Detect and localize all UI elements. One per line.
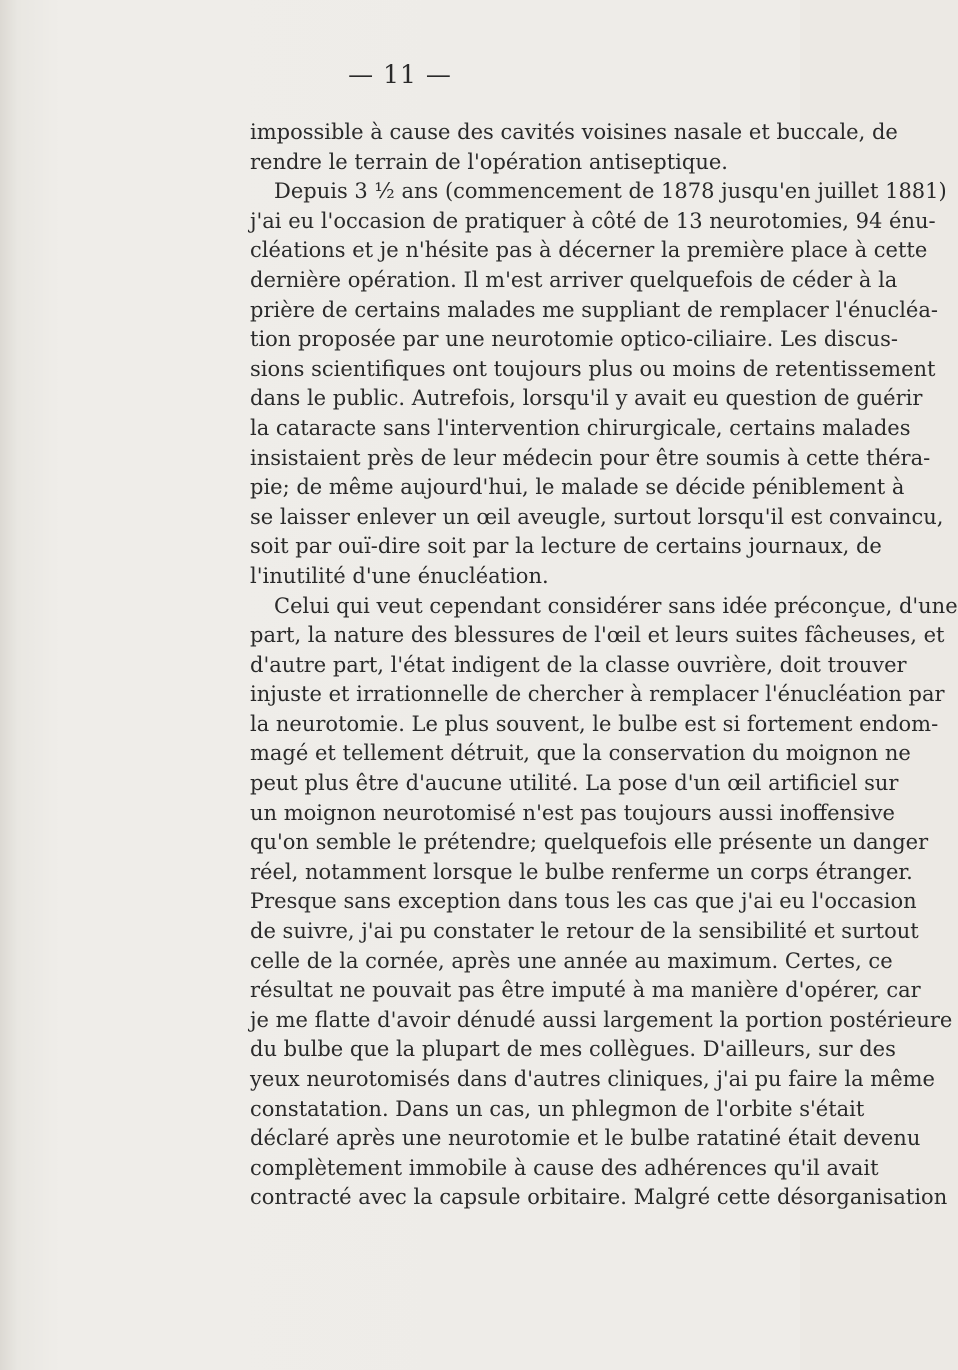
text-line: dans le public. Autrefois, lorsqu'il y avait eu question de guérir (250, 386, 923, 411)
text-line: peut plus être d'aucune utilité. La pose d'un œil artificiel sur (250, 771, 899, 796)
text-line: un moignon neurotomisé n'est pas toujours aussi inoffensive (250, 800, 895, 825)
text-line: réel, notamment lorsque le bulbe renferme un corps étranger. (250, 859, 913, 884)
text-line: j'ai eu l'occasion de pratiquer à côté de 13 neurotomies, 94 énu- (250, 208, 936, 233)
text-line: tion proposée par une neurotomie optico-ciliaire. Les discus- (250, 327, 898, 352)
text-line: sions scientifiques ont toujours plus ou moins de retentissement (250, 356, 936, 381)
text-line: se laisser enlever un œil aveugle, surtout lorsqu'il est convaincu, (250, 504, 944, 529)
text-line: soit par ouï-dire soit par la lecture de certains journaux, de (250, 534, 882, 559)
text-line: magé et tellement détruit, que la conservation du moignon ne (250, 741, 911, 766)
text-line: impossible à cause des cavités voisines nasale et buccale, de (250, 120, 898, 144)
text-line: de suivre, j'ai pu constater le retour de la sensibilité et surtout (250, 919, 919, 944)
text-line: Presque sans exception dans tous les cas que j'ai eu l'occasion (250, 889, 917, 914)
text-line: Depuis 3 ½ ans (commencement de 1878 jusqu'en juillet 1881) (274, 179, 947, 204)
text-line: complètement immobile à cause des adhérences qu'il avait (250, 1155, 879, 1180)
text-line: qu'on semble le prétendre; quelquefois elle présente un danger (250, 830, 929, 855)
text-line: insistaient près de leur médecin pour être soumis à cette théra- (250, 445, 931, 470)
text-line: la neurotomie. Le plus souvent, le bulbe est si fortement endom- (250, 711, 939, 736)
text-line: yeux neurotomisés dans d'autres cliniques, j'ai pu faire la même (250, 1067, 935, 1091)
text-line: constatation. Dans un cas, un phlegmon de l'orbite s'était (250, 1096, 865, 1121)
text-line: du bulbe que la plupart de mes collègues. D'ailleurs, sur des (250, 1037, 896, 1062)
text-line: je me flatte d'avoir dénudé aussi largement la portion postérieure (250, 1007, 953, 1032)
text-line: résultat ne pouvait pas être imputé à ma manière d'opérer, car (250, 978, 921, 1003)
text-line: celle de la cornée, après une année au maximum. Certes, ce (250, 948, 893, 973)
text-line: l'inutilité d'une énucléation. (250, 563, 549, 588)
text-line: injuste et irrationnelle de chercher à remplacer l'énucléation par (250, 682, 945, 707)
text-line: dernière opération. Il m'est arriver quelquefois de céder à la (250, 267, 898, 292)
text-line: Celui qui veut cependant considérer sans idée préconçue, d'une (274, 593, 958, 618)
text-line: d'autre part, l'état indigent de la classe ouvrière, doit trouver (250, 652, 907, 677)
body-text (250, 118, 958, 1213)
text-line: prière de certains malades me suppliant de remplacer l'énucléa- (250, 297, 938, 322)
text-line: déclaré après une neurotomie et le bulbe ratatiné était devenu (250, 1126, 921, 1151)
text-line: cléations et je n'hésite pas à décerner la première place à cette (250, 238, 928, 263)
text-line: la cataracte sans l'intervention chirurgicale, certains malades (250, 415, 911, 440)
text-line: contracté avec la capsule orbitaire. Malgré cette désorganisation (250, 1185, 948, 1210)
text-line: part, la nature des blessures de l'œil et leurs suites fâcheuses, et (250, 623, 945, 648)
page-number: — 11 — (348, 60, 452, 89)
text-line: rendre le terrain de l'opération antiseptique. (250, 149, 728, 174)
text-line: pie; de même aujourd'hui, le malade se décide péniblement à (250, 475, 905, 500)
